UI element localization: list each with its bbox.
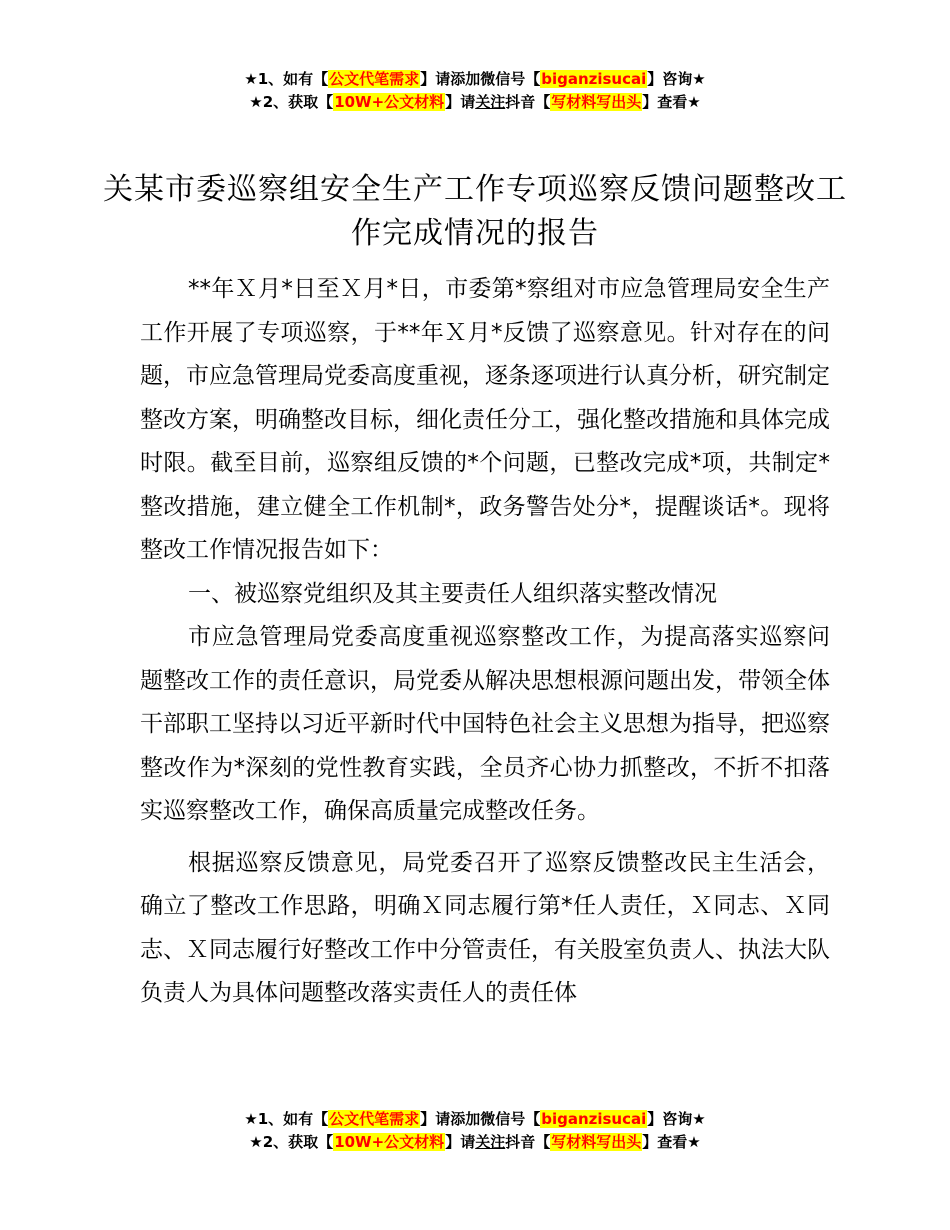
banner-line-1 <box>0 68 950 91</box>
footer-banner <box>0 1108 950 1154</box>
highlight-text: 10W+公文材料 <box>334 1133 445 1151</box>
underlined-text: 关注 <box>475 93 506 111</box>
star-icon: ★ <box>249 1133 263 1151</box>
banner-text: 】咨询★ <box>647 70 706 88</box>
banner-text: 】请 <box>445 1133 476 1151</box>
banner-text: 】查看★ <box>642 93 701 111</box>
star-icon: ★ <box>244 1110 258 1128</box>
document-title: 关某市委巡察组安全生产工作专项巡察反馈问题整改工作完成情况的报告 <box>103 172 847 251</box>
wechat-id: biganzisucai <box>541 1110 647 1128</box>
banner-text: 】请 <box>445 93 476 111</box>
highlight-text: 10W+公文材料 <box>334 93 445 111</box>
banner-text: 】查看★ <box>642 1133 701 1151</box>
douyin-id: 写材料写出头 <box>551 93 642 111</box>
banner-text: 】请添加微信号【 <box>420 70 541 88</box>
highlight-text: 公文代笔需求 <box>329 1110 420 1128</box>
star-icon: ★ <box>244 70 258 88</box>
paragraph: 市应急管理局党委高度重视巡察整改工作，为提高落实巡察问题整改工作的责任意识，局党委从解决思想根源问题出发，带领全体干部职工坚持以习近平新时代中国特色社会主义思想为指导，把巡察整改作为*深刻的党性教育实践，全员齐心协力抓整改，不折不扣落实巡察整改工作，确保高质量完成整改任务。 <box>140 624 830 824</box>
banner-text: 】咨询★ <box>647 1110 706 1128</box>
banner-text: 2、获取【 <box>262 1133 334 1151</box>
document-body <box>140 268 830 1016</box>
paragraph-intro: **年Ｘ月*日至Ｘ月*日，市委第*察组对市应急管理局安全生产工作开展了专项巡察，于**年Ｘ月*反馈了巡察意见。针对存在的问题，市应急管理局党委高度重视，逐条逐项进行认真分析，研究制定整改方案，明确整改目标，细化责任分工，强化整改措施和具体完成时限。截至目前，巡察组反馈的*个问题，已整改完成*项，共制定*整改措施，建立健全工作机制*，政务警告处分*，提醒谈话*。现将整改工作情况报告如下： <box>140 276 830 563</box>
underlined-text: 关注 <box>475 1133 506 1151</box>
paragraph: 根据巡察反馈意见，局党委召开了巡察反馈整改民主生活会，确立了整改工作思路，明确Ｘ同志履行第*任人责任，Ｘ同志、Ｘ同志、Ｘ同志履行好整改工作中分管责任，有关股室负责人、执法大队负责人为具体问题整改落实责任人的责任体 <box>140 849 830 1006</box>
banner-text: 抖音【 <box>505 1133 551 1151</box>
banner-text: 抖音【 <box>505 93 551 111</box>
banner-line-2 <box>0 1131 950 1154</box>
highlight-text: 公文代笔需求 <box>329 70 420 88</box>
banner-text: 】请添加微信号【 <box>420 1110 541 1128</box>
wechat-id: biganzisucai <box>541 70 647 88</box>
banner-text: 1、如有【 <box>257 70 329 88</box>
banner-text: 2、获取【 <box>262 93 334 111</box>
section-heading: 一、被巡察党组织及其主要责任人组织落实整改情况 <box>188 580 717 607</box>
banner-line-1 <box>0 1108 950 1131</box>
banner-line-2 <box>0 91 950 114</box>
header-banner <box>0 68 950 114</box>
douyin-id: 写材料写出头 <box>551 1133 642 1151</box>
banner-text: 1、如有【 <box>257 1110 329 1128</box>
star-icon: ★ <box>249 93 263 111</box>
